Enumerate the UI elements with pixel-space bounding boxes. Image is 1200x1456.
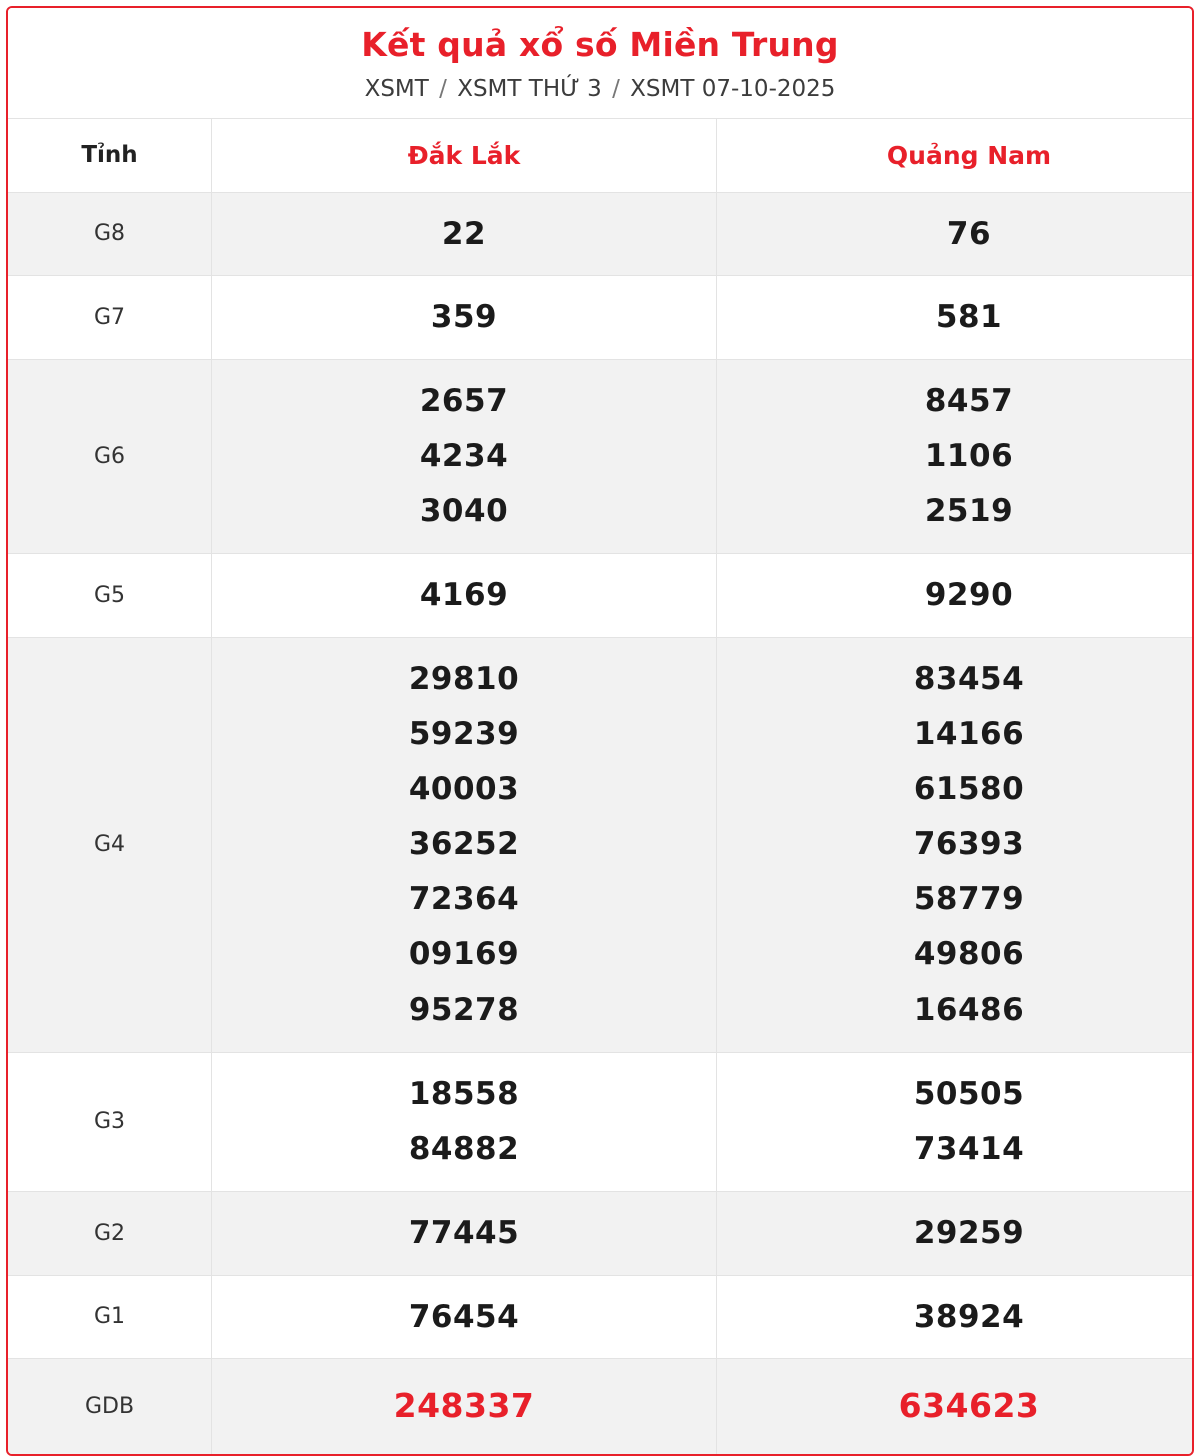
prize-label: G1 <box>93 1304 126 1330</box>
prize-number: 8457 <box>924 382 1014 419</box>
prize-numbers-quangnam <box>717 1275 1195 1359</box>
prize-number: 77445 <box>408 1215 520 1252</box>
prize-number: 73414 <box>913 1130 1025 1167</box>
prize-number: 95278 <box>408 991 520 1028</box>
prize-label-cell <box>8 276 212 360</box>
prize-numbers-quangnam <box>717 1192 1195 1276</box>
table-body <box>8 192 1194 1454</box>
prize-number: 72364 <box>408 881 520 918</box>
prize-number: 61580 <box>913 770 1025 807</box>
prize-numbers-quangnam <box>717 1359 1195 1454</box>
prize-number: 3040 <box>419 492 509 529</box>
prize-numbers-quangnam <box>717 554 1195 638</box>
prize-label: G8 <box>93 221 126 247</box>
prize-number: 76454 <box>408 1298 520 1335</box>
prize-number: 29259 <box>913 1215 1025 1252</box>
prize-label: G5 <box>93 582 126 608</box>
column-header-text: Tỉnh <box>81 142 138 169</box>
prize-number: 76 <box>946 215 992 252</box>
table-header-row <box>8 118 1194 192</box>
lottery-results-table <box>8 118 1194 1454</box>
prize-number: 59239 <box>408 715 520 752</box>
prize-label-cell <box>8 554 212 638</box>
prize-number: 581 <box>935 299 1003 336</box>
prize-number: 2519 <box>924 492 1014 529</box>
prize-numbers-daklak <box>212 1359 717 1454</box>
prize-numbers-daklak <box>212 276 717 360</box>
prize-number: 49806 <box>913 936 1025 973</box>
prize-number: 22 <box>441 215 487 252</box>
table-row <box>8 359 1194 554</box>
prize-label: G6 <box>93 443 126 469</box>
prize-label: G3 <box>93 1109 126 1135</box>
prize-number: 18558 <box>408 1075 520 1112</box>
prize-number: 9290 <box>924 577 1014 614</box>
prize-label-cell <box>8 359 212 554</box>
table-row <box>8 1192 1194 1276</box>
breadcrumb-item-weekday[interactable]: XSMT THỨ 3 <box>457 75 602 102</box>
prize-number: 83454 <box>913 660 1025 697</box>
table-row <box>8 637 1194 1052</box>
prize-label: G7 <box>93 304 126 330</box>
prize-label-cell <box>8 192 212 276</box>
table-row <box>8 1052 1194 1191</box>
prize-number: 2657 <box>419 382 509 419</box>
page-title: Kết quả xổ số Miền Trung <box>361 25 839 64</box>
prize-number: 76393 <box>913 826 1025 863</box>
prize-number: 50505 <box>913 1075 1025 1112</box>
prize-number: 16486 <box>913 991 1025 1028</box>
prize-numbers-daklak <box>212 1192 717 1276</box>
table-head <box>8 118 1194 192</box>
breadcrumb-item-date[interactable]: XSMT 07-10-2025 <box>630 75 836 102</box>
prize-number: 84882 <box>408 1130 520 1167</box>
column-header-text: Đắk Lắk <box>407 140 521 170</box>
prize-number: 1106 <box>924 437 1014 474</box>
breadcrumb-item-region[interactable]: XSMT <box>364 75 429 102</box>
prize-number: 29810 <box>408 660 520 697</box>
card-header <box>8 8 1192 118</box>
prize-numbers-quangnam <box>717 192 1195 276</box>
prize-numbers-quangnam <box>717 359 1195 554</box>
prize-number-special: 248337 <box>393 1386 535 1426</box>
page-root <box>0 6 1200 1430</box>
prize-label-cell <box>8 1052 212 1191</box>
column-header-text: Quảng Nam <box>886 140 1052 170</box>
prize-number: 4169 <box>419 577 509 614</box>
table-row <box>8 1275 1194 1359</box>
prize-label-cell <box>8 1275 212 1359</box>
prize-numbers-daklak <box>212 554 717 638</box>
prize-label: GDB <box>84 1393 135 1419</box>
prize-numbers-daklak <box>212 1052 717 1191</box>
prize-number: 4234 <box>419 437 509 474</box>
column-header-quangnam <box>717 118 1195 192</box>
breadcrumb <box>18 76 1182 104</box>
prize-numbers-quangnam <box>717 1052 1195 1191</box>
prize-numbers-daklak <box>212 637 717 1052</box>
table-row <box>8 192 1194 276</box>
table-row <box>8 276 1194 360</box>
prize-number: 359 <box>430 299 498 336</box>
prize-number: 09169 <box>408 936 520 973</box>
prize-number-special: 634623 <box>898 1386 1040 1426</box>
prize-label: G4 <box>93 832 126 858</box>
prize-label: G2 <box>93 1220 126 1246</box>
prize-numbers-daklak <box>212 359 717 554</box>
column-header-province-label <box>8 118 212 192</box>
table-row <box>8 554 1194 638</box>
prize-numbers-quangnam <box>717 276 1195 360</box>
prize-number: 14166 <box>913 715 1025 752</box>
column-header-daklak <box>212 118 717 192</box>
breadcrumb-separator: / <box>439 75 447 102</box>
results-card <box>6 6 1194 1456</box>
prize-label-cell <box>8 1359 212 1454</box>
prize-number: 58779 <box>913 881 1025 918</box>
breadcrumb-separator: / <box>612 75 620 102</box>
prize-numbers-quangnam <box>717 637 1195 1052</box>
prize-numbers-daklak <box>212 1275 717 1359</box>
prize-number: 40003 <box>408 770 520 807</box>
prize-number: 38924 <box>913 1298 1025 1335</box>
prize-number: 36252 <box>408 826 520 863</box>
prize-label-cell <box>8 1192 212 1276</box>
prize-label-cell <box>8 637 212 1052</box>
prize-numbers-daklak <box>212 192 717 276</box>
table-row <box>8 1359 1194 1454</box>
